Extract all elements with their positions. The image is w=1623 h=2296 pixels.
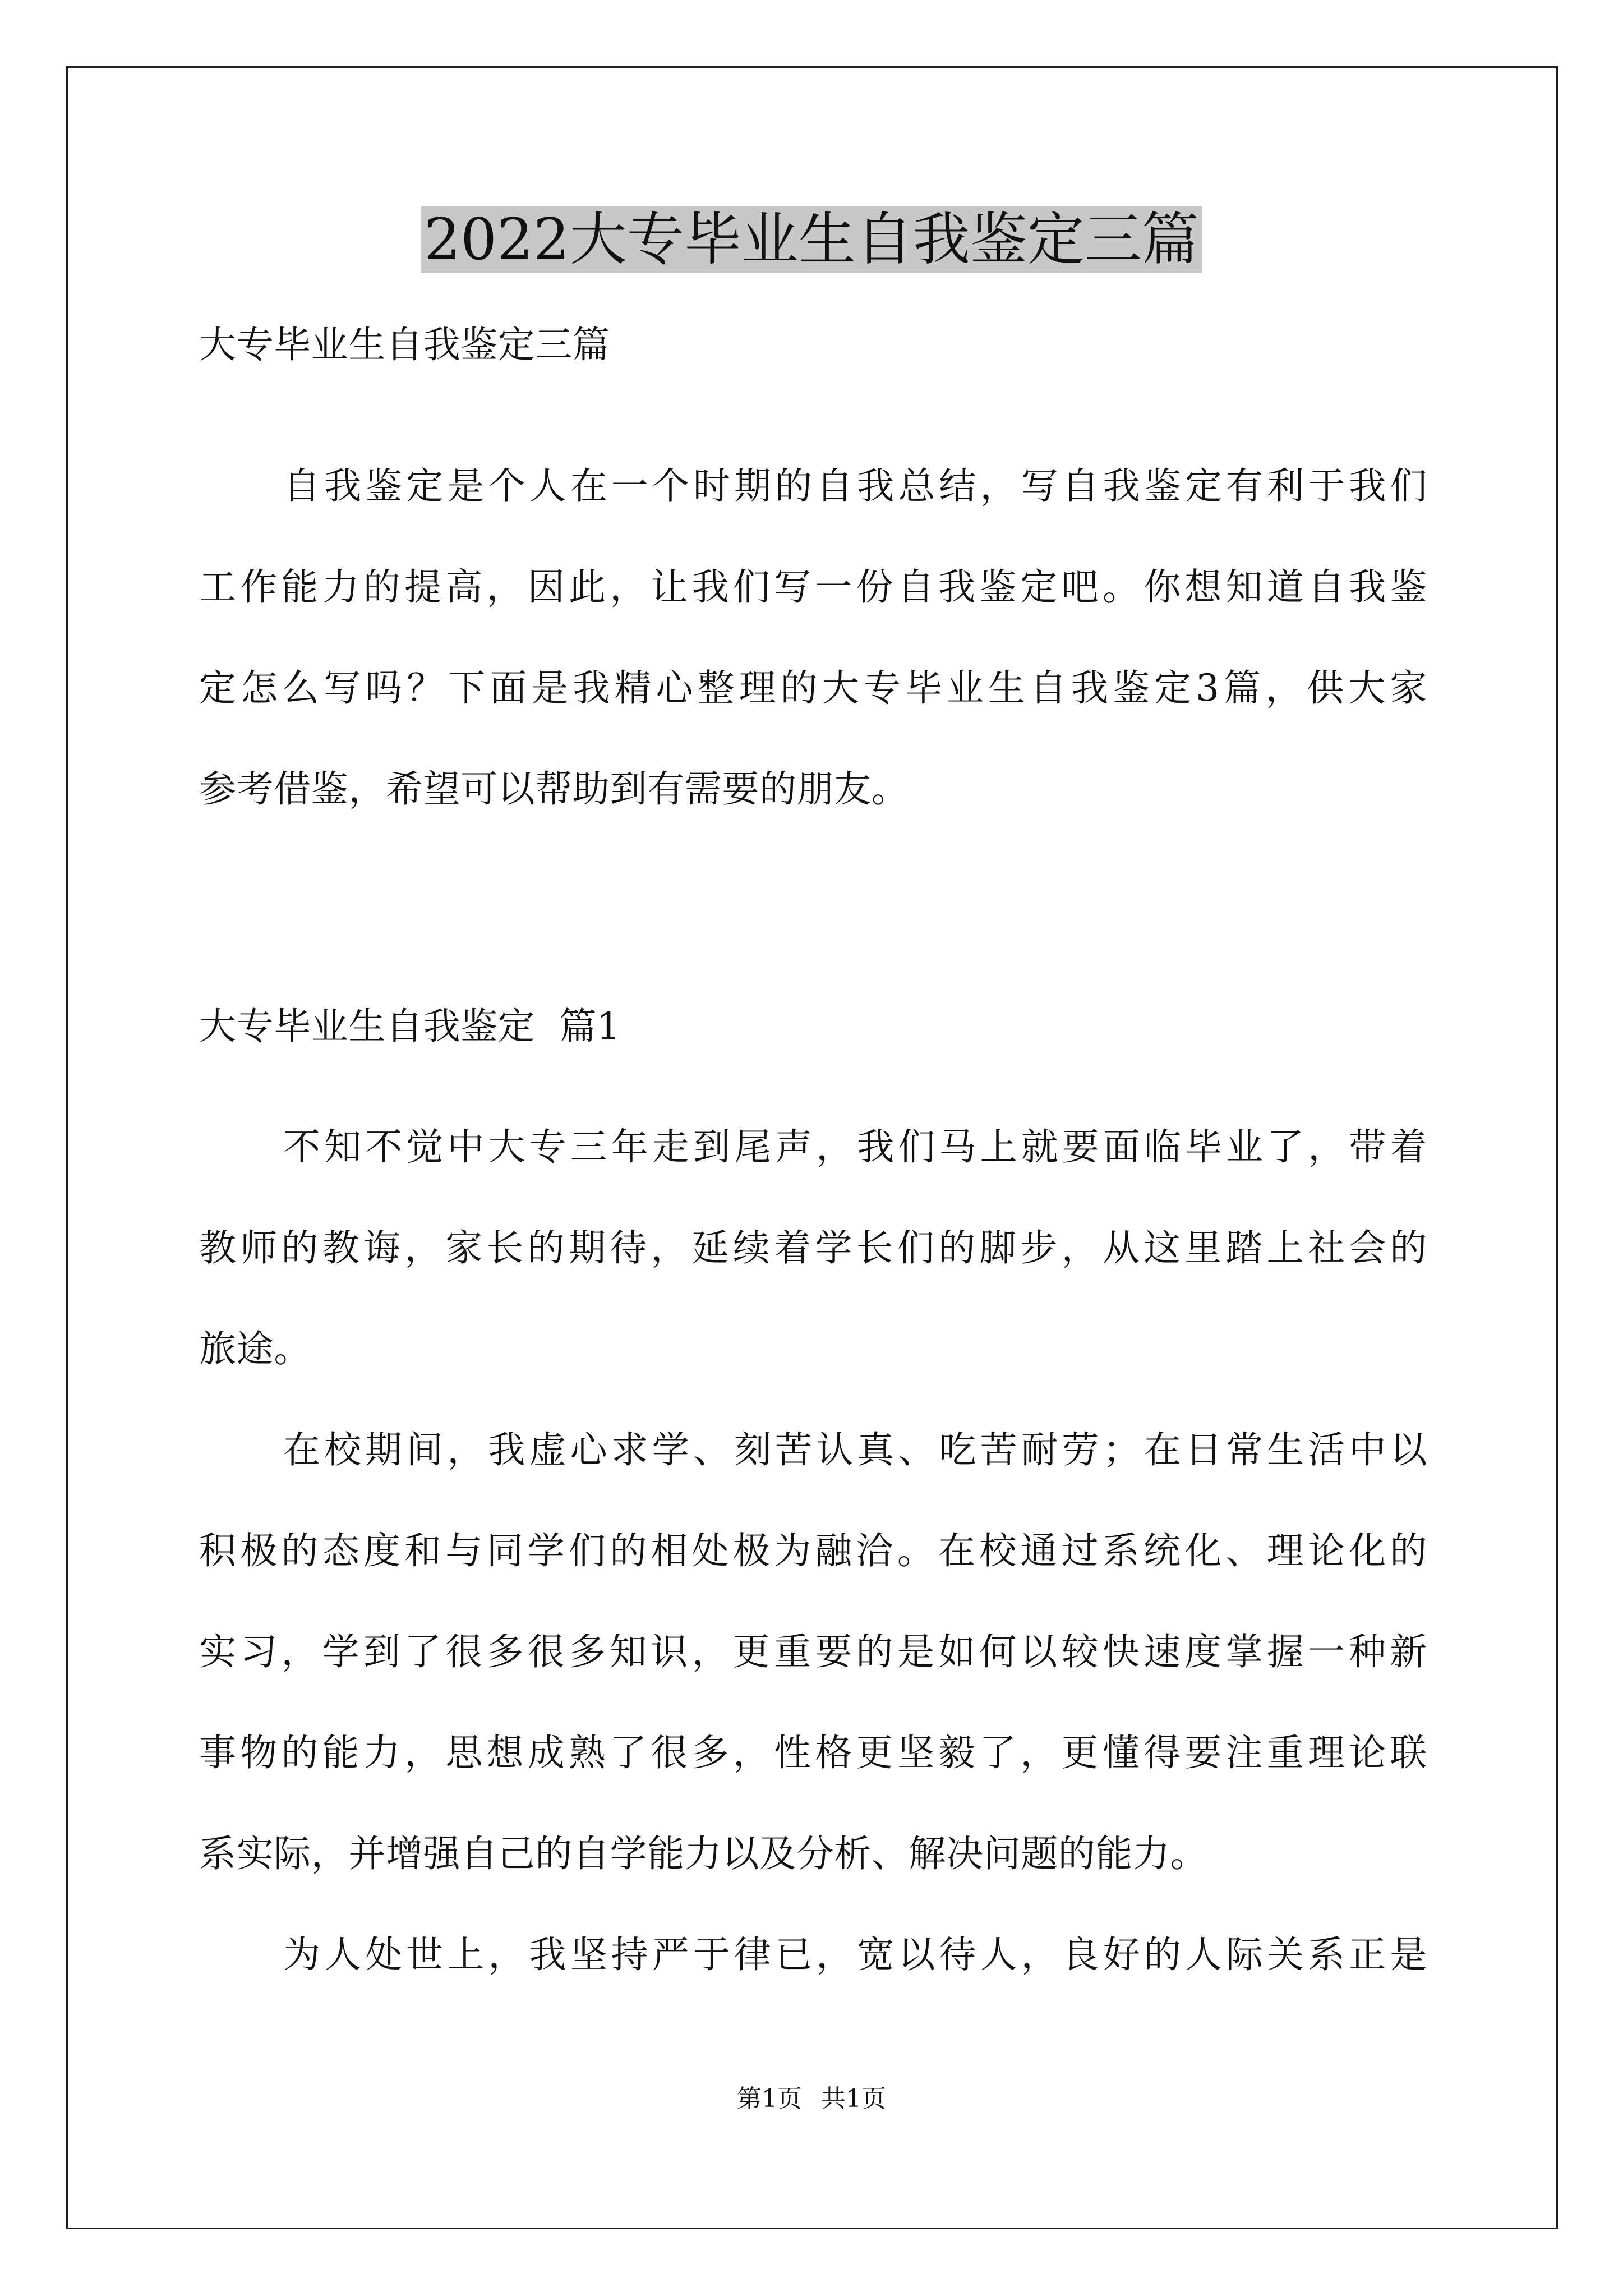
paragraph-line: 积极的态度和与同学们的相处极为融洽。在校通过系统化、理论化的 <box>199 1529 1427 1572</box>
intro-line: 自我鉴定是个人在一个时期的自我总结，写自我鉴定有利于我们 <box>283 464 1427 508</box>
intro-line: 参考借鉴，希望可以帮助到有需要的朋友。 <box>199 767 909 811</box>
intro-line: 工作能力的提高，因此，让我们写一份自我鉴定吧。你想知道自我鉴 <box>199 565 1427 609</box>
section-heading: 大专毕业生自我鉴定 篇1 <box>199 1005 621 1048</box>
paragraph-line: 旅途。 <box>199 1327 311 1370</box>
paragraph-line: 在校期间，我虚心求学、刻苦认真、吃苦耐劳；在日常生活中以 <box>283 1428 1427 1471</box>
intro-line: 定怎么写吗？下面是我精心整理的大专毕业生自我鉴定3篇，供大家 <box>199 666 1427 710</box>
paragraph-line: 实习，学到了很多很多知识，更重要的是如何以较快速度掌握一种新 <box>199 1630 1427 1673</box>
paragraph-line: 不知不觉中大专三年走到尾声，我们马上就要面临毕业了，带着 <box>283 1125 1427 1168</box>
page-footer <box>0 2082 1623 2116</box>
paragraph-line: 系实际，并增强自己的自学能力以及分析、解决问题的能力。 <box>199 1832 1208 1875</box>
page-total: 共1页 <box>821 2085 886 2113</box>
paragraph-line: 事物的能力，思想成熟了很多，性格更坚毅了，更懂得要注重理论联 <box>199 1731 1427 1774</box>
document-subtitle: 大专毕业生自我鉴定三篇 <box>199 323 610 366</box>
page-number: 第1页 <box>737 2085 802 2113</box>
paragraph-line: 为人处世上，我坚持严于律已，宽以待人，良好的人际关系正是 <box>283 1933 1427 1976</box>
document-title: 2022大专毕业生自我鉴定三篇 <box>0 201 1623 279</box>
paragraph-line: 教师的教诲，家长的期待，延续着学长们的脚步，从这里踏上社会的 <box>199 1226 1427 1269</box>
